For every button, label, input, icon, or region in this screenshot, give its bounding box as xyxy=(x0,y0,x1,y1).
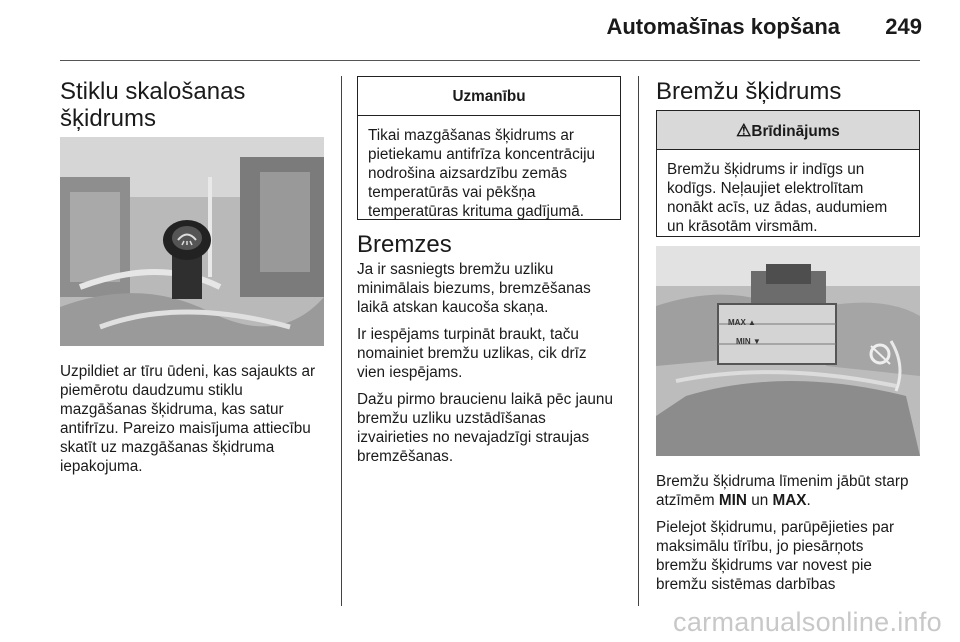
warning-line: kodīgs. Neļaujiet elektrolītam xyxy=(667,180,864,197)
paragraph-line: izvairieties no nevajadzīgi straujas xyxy=(357,429,590,446)
paragraph-line: minimālais biezums, bremzēšanas xyxy=(357,280,591,297)
caution-line: nodrošina aizsardzību zemās xyxy=(368,165,567,182)
warning-line: un krāsotām virsmām. xyxy=(667,218,818,235)
paragraph-line: Ja ir sasniegts bremžu uzliku xyxy=(357,261,554,278)
brake-fluid-reservoir-photo xyxy=(656,246,920,456)
washer-fluid-reservoir-photo xyxy=(60,137,324,346)
text-span: un xyxy=(746,492,773,509)
washer-fluid-heading xyxy=(60,78,330,132)
paragraph-line: antifrīzu. Pareizo maisījuma attiecību xyxy=(60,420,311,437)
warning-line: nonākt acīs, uz ādas, audumiem xyxy=(667,199,888,216)
heading-line: šķidrums xyxy=(60,105,157,132)
brakes-paragraph-3 xyxy=(357,390,627,466)
paragraph-line: bremžu uzliku uzstādīšanas xyxy=(357,410,546,427)
brakes-heading: Bremzes xyxy=(357,231,452,258)
max-mark: MAX xyxy=(772,492,807,509)
page-number: 249 xyxy=(885,14,922,39)
level-sentence xyxy=(656,491,946,510)
washer-fluid-paragraph xyxy=(60,362,330,476)
running-header-title: Automašīnas kopšana xyxy=(606,14,840,39)
text-span: . xyxy=(806,492,811,509)
paragraph-line: nomainiet bremžu uzlikas, cik drīz xyxy=(357,345,587,362)
heading-line: Stiklu skalošanas xyxy=(60,78,246,105)
paragraph-line: mazgāšanas šķidruma, kas satur xyxy=(60,401,284,418)
brakes-section xyxy=(357,231,627,466)
paragraph-line: laikā atskan kaucoša skaņa. xyxy=(357,299,549,316)
paragraph-line: iepakojuma. xyxy=(60,458,143,475)
brake-fluid-text xyxy=(656,472,946,594)
paragraph-line: maksimālu tīrību, jo piesārņots xyxy=(656,538,864,555)
caution-box-body xyxy=(357,116,621,220)
column-divider-2 xyxy=(638,76,639,606)
brakes-paragraph-2 xyxy=(357,325,627,382)
brakes-paragraph-1 xyxy=(357,260,627,317)
caution-line: temperatūras krituma gadījumā. xyxy=(368,203,584,220)
brake-fluid-paragraph-2 xyxy=(656,518,946,594)
caution-box-title: Uzmanību xyxy=(357,76,621,116)
paragraph-line: bremžu sistēmas darbības xyxy=(656,576,836,593)
photo-label-min: MIN ▼ xyxy=(736,337,761,346)
paragraph-line: skatīt uz mazgāšanas šķidruma xyxy=(60,439,275,456)
warning-triangle-icon: ⚠ xyxy=(736,121,752,140)
text-span: atzīmēm xyxy=(656,492,719,509)
photo-label-max: MAX ▲ xyxy=(728,318,756,327)
paragraph-line: Ir iespējams turpināt braukt, taču xyxy=(357,326,579,343)
paragraph-line: bremžu šķidrums var novest pie xyxy=(656,557,872,574)
warning-title-text: Brīdinājums xyxy=(751,123,840,140)
paragraph-line: Uzpildiet ar tīru ūdeni, kas sajaukts ar xyxy=(60,363,316,380)
paragraph-line: Bremžu šķidruma līmenim jābūt starp xyxy=(656,473,909,490)
paragraph-line: piemērotu daudzumu stiklu xyxy=(60,382,243,399)
paragraph-line: vien iespējams. xyxy=(357,364,463,381)
warning-box-title xyxy=(656,110,920,150)
paragraph-line: Dažu pirmo braucienu laikā pēc jaunu xyxy=(357,391,613,408)
warning-line: Bremžu šķidrums ir indīgs un xyxy=(667,161,865,178)
paragraph-line: bremzēšanas. xyxy=(357,448,454,465)
header-rule xyxy=(60,60,920,61)
watermark: carmanualsonline.info xyxy=(673,607,942,637)
caution-line: temperatūrās vai pēkšņa xyxy=(368,184,536,201)
column-divider-1 xyxy=(341,76,342,606)
warning-box-body xyxy=(656,150,920,237)
paragraph-line: Pielejot šķidrumu, parūpējieties par xyxy=(656,519,895,536)
caution-line: pietiekamu antifrīza koncentrāciju xyxy=(368,146,596,163)
caution-line: Tikai mazgāšanas šķidrums ar xyxy=(368,127,575,144)
min-mark: MIN xyxy=(718,492,747,509)
heading-line: Bremžu šķidrums xyxy=(656,78,842,105)
brake-fluid-heading xyxy=(656,78,926,105)
